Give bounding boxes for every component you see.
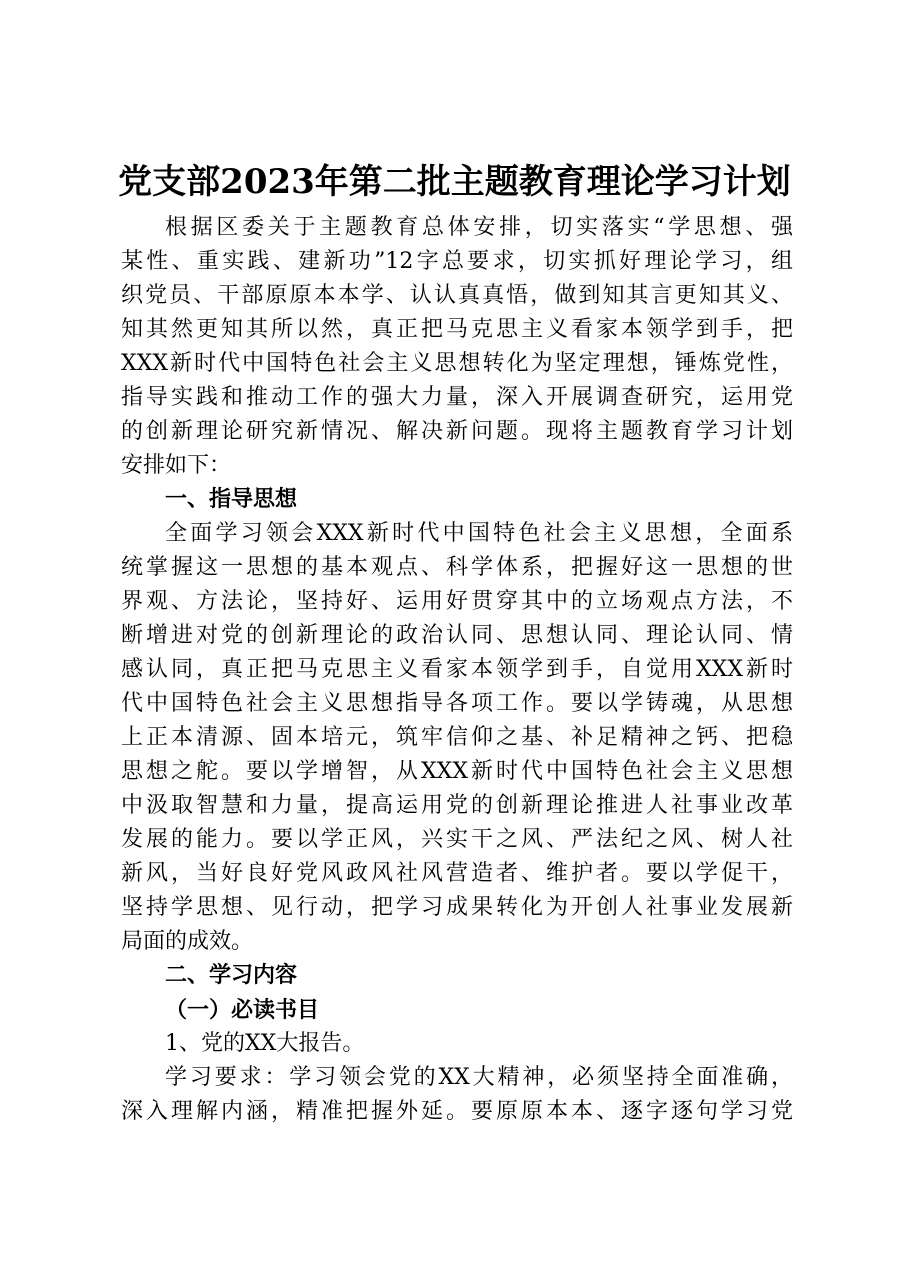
paragraph-line: 局面的成效。	[121, 929, 254, 954]
paragraph-line: 指导实践和推动工作的强大力量，深入开展调查研究，运用党	[121, 385, 793, 410]
paragraph-line: 织党员、干部原原本本学、认认真真悟，做到知其言更知其义、	[121, 283, 793, 308]
paragraph-line: 感认同，真正把马克思主义看家本领学到手，自觉用XXX新时	[121, 657, 793, 682]
paragraph-line: 深入理解内涵，精准把握外延。要原原本本、逐字逐句学习党	[121, 1099, 793, 1124]
subsection-heading: （一）必读书目	[165, 997, 320, 1023]
section-heading: 一、指导思想	[165, 487, 298, 512]
section-heading: 二、学习内容	[165, 963, 298, 988]
paragraph-line: 知其然更知其所以然，真正把马克思主义看家本领学到手，把	[121, 317, 793, 342]
paragraph-line: 中汲取智慧和力量，提高运用党的创新理论推进人社事业改革	[121, 793, 793, 818]
paragraph-line: 某性、重实践、建新功”12字总要求，切实抓好理论学习，组	[121, 249, 793, 274]
paragraph-line: 根据区委关于主题教育总体安排，切实落实“学思想、强	[165, 215, 793, 240]
paragraph-line: 上正本清源、固本培元，筑牢信仰之基、补足精神之钙、把稳	[121, 725, 793, 750]
paragraph-line: 界观、方法论，坚持好、运用好贯穿其中的立场观点方法，不	[121, 589, 793, 614]
paragraph-line: 坚持学思想、见行动，把学习成果转化为开创人社事业发展新	[121, 895, 793, 920]
paragraph-line: 统掌握这一思想的基本观点、科学体系，把握好这一思想的世	[121, 555, 793, 580]
document-title: 党支部2023年第二批主题教育理论学习计划	[118, 162, 791, 202]
paragraph-line: 思想之舵。要以学增智，从XXX新时代中国特色社会主义思想	[121, 759, 793, 784]
paragraph-line: 断增进对党的创新理论的政治认同、思想认同、理论认同、情	[121, 623, 793, 648]
paragraph-line: 的创新理论研究新情况、解决新问题。现将主题教育学习计划	[121, 419, 793, 444]
document-body	[121, 211, 793, 1129]
paragraph-line: XXX新时代中国特色社会主义思想转化为坚定理想，锤炼党性，	[121, 351, 793, 376]
paragraph-line: 全面学习领会XXX新时代中国特色社会主义思想，全面系	[165, 521, 793, 546]
paragraph-line: 代中国特色社会主义思想指导各项工作。要以学铸魂，从思想	[121, 691, 793, 716]
paragraph-line: 安排如下：	[121, 453, 232, 478]
paragraph-line: 新风，当好良好党风政风社风营造者、维护者。要以学促干，	[121, 861, 793, 886]
paragraph-line: 学习要求：学习领会党的XX大精神，必须坚持全面准确，	[165, 1065, 793, 1090]
paragraph-line: 发展的能力。要以学正风，兴实干之风、严法纪之风、树人社	[121, 827, 793, 852]
paragraph-line: 1、党的XX大报告。	[165, 1031, 365, 1056]
